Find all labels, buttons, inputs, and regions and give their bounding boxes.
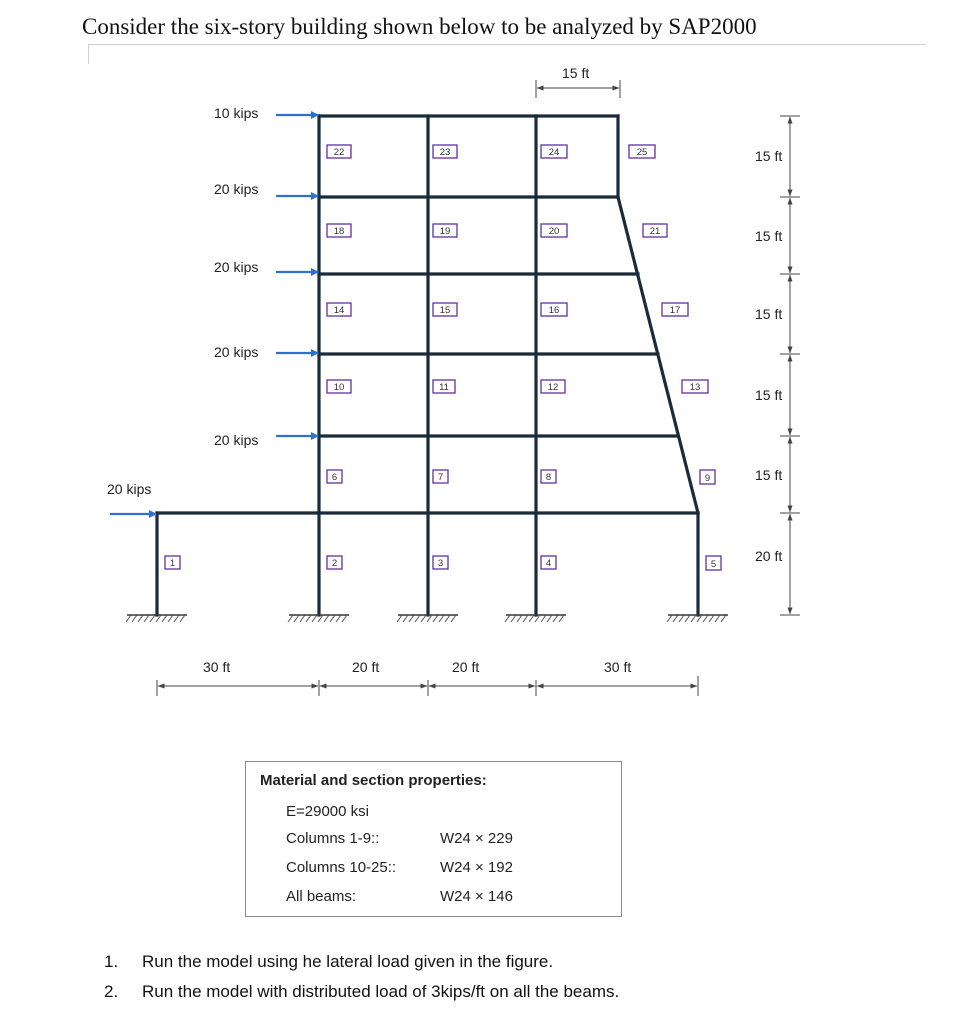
properties-heading: Material and section properties: — [260, 772, 487, 789]
svg-text:4: 4 — [545, 558, 552, 569]
member-tag — [327, 303, 351, 316]
member-tag — [682, 380, 708, 393]
member-tag — [327, 380, 351, 393]
member-tag — [700, 470, 715, 484]
task-list — [104, 952, 619, 1012]
property-row — [286, 859, 607, 876]
load-label: 20 kips — [214, 259, 259, 275]
top-dimension — [536, 65, 620, 98]
load-label: 10 kips — [214, 105, 259, 121]
svg-text:8: 8 — [545, 472, 552, 483]
property-value: W24 × 146 — [440, 888, 513, 905]
task-number: 2. — [104, 982, 119, 1001]
member-tag — [706, 556, 721, 570]
member-tag — [327, 556, 342, 569]
task-text: Run the model using he lateral load given in the figure. — [142, 952, 554, 971]
svg-text:15: 15 — [439, 305, 451, 316]
svg-text:2: 2 — [331, 558, 338, 569]
task-item — [104, 952, 619, 972]
svg-text:6: 6 — [331, 472, 338, 483]
svg-text:23: 23 — [439, 147, 451, 158]
task-item — [104, 982, 619, 1002]
member-tag — [433, 303, 457, 316]
member-tag — [541, 145, 567, 158]
svg-text:7: 7 — [437, 472, 444, 483]
bay-label: 30 ft — [604, 659, 632, 675]
svg-text:5: 5 — [710, 559, 717, 570]
svg-text:24: 24 — [548, 147, 560, 158]
bay-label: 20 ft — [352, 659, 380, 675]
svg-text:25: 25 — [636, 147, 648, 158]
bay-label: 20 ft — [452, 659, 480, 675]
member-tag — [643, 224, 667, 237]
story-label: 20 ft — [755, 548, 783, 564]
member-tag — [433, 470, 448, 483]
svg-text:11: 11 — [439, 382, 449, 393]
load-label: 20 kips — [214, 181, 259, 197]
svg-text:3: 3 — [437, 558, 444, 569]
member-tag — [433, 380, 455, 393]
member-tag — [327, 224, 351, 237]
properties-box — [245, 761, 622, 917]
member-tag — [541, 556, 556, 569]
member-tag — [541, 224, 567, 237]
load-label: 20 kips — [107, 481, 152, 497]
task-number: 1. — [104, 952, 119, 971]
load-label: 20 kips — [214, 344, 259, 360]
svg-text:10: 10 — [333, 382, 345, 393]
bay-label: 30 ft — [203, 659, 231, 675]
svg-text:9: 9 — [704, 473, 711, 484]
property-value: W24 × 229 — [440, 830, 513, 847]
story-label: 15 ft — [755, 467, 783, 483]
story-label: 15 ft — [755, 228, 783, 244]
property-key: All beams: — [286, 888, 357, 905]
property-row — [286, 888, 607, 905]
member-tag — [165, 556, 180, 569]
svg-text:14: 14 — [333, 305, 345, 316]
load-label: 20 kips — [214, 432, 259, 448]
svg-text:17: 17 — [669, 305, 681, 316]
dim-label-top: 15 ft — [562, 65, 590, 81]
member-tag — [327, 470, 342, 483]
member-tag — [433, 224, 457, 237]
svg-text:1: 1 — [169, 558, 176, 569]
task-text: Run the model with distributed load of 3kips/ft on all the beams. — [142, 982, 620, 1001]
member-tag — [541, 380, 565, 393]
svg-text:12: 12 — [547, 382, 559, 393]
svg-text:20: 20 — [548, 226, 560, 237]
member-tag — [662, 303, 688, 316]
story-label: 15 ft — [755, 387, 783, 403]
modulus-value: E=29000 ksi — [286, 803, 369, 820]
story-label: 15 ft — [755, 306, 783, 322]
member-tag — [433, 556, 448, 569]
svg-text:22: 22 — [333, 147, 345, 158]
member-tag — [433, 145, 457, 158]
member-tag — [629, 145, 655, 158]
property-key: Columns 10-25:: — [286, 859, 397, 876]
svg-text:18: 18 — [333, 226, 345, 237]
property-value: W24 × 192 — [440, 859, 513, 876]
story-label: 15 ft — [755, 148, 783, 164]
svg-text:19: 19 — [439, 226, 451, 237]
svg-text:16: 16 — [548, 305, 560, 316]
story-dimensions — [753, 116, 800, 615]
member-tag — [541, 303, 567, 316]
problem-title: Consider the six-story building shown below to be analyzed by SAP2000 — [82, 14, 757, 39]
bay-dimensions — [157, 659, 698, 696]
svg-text:13: 13 — [689, 382, 701, 393]
member-tag — [541, 470, 556, 483]
property-row — [286, 830, 607, 847]
member-tag — [327, 145, 351, 158]
svg-text:21: 21 — [649, 226, 661, 237]
lateral-loads — [107, 105, 318, 514]
property-key: Columns 1-9:: — [286, 830, 380, 847]
